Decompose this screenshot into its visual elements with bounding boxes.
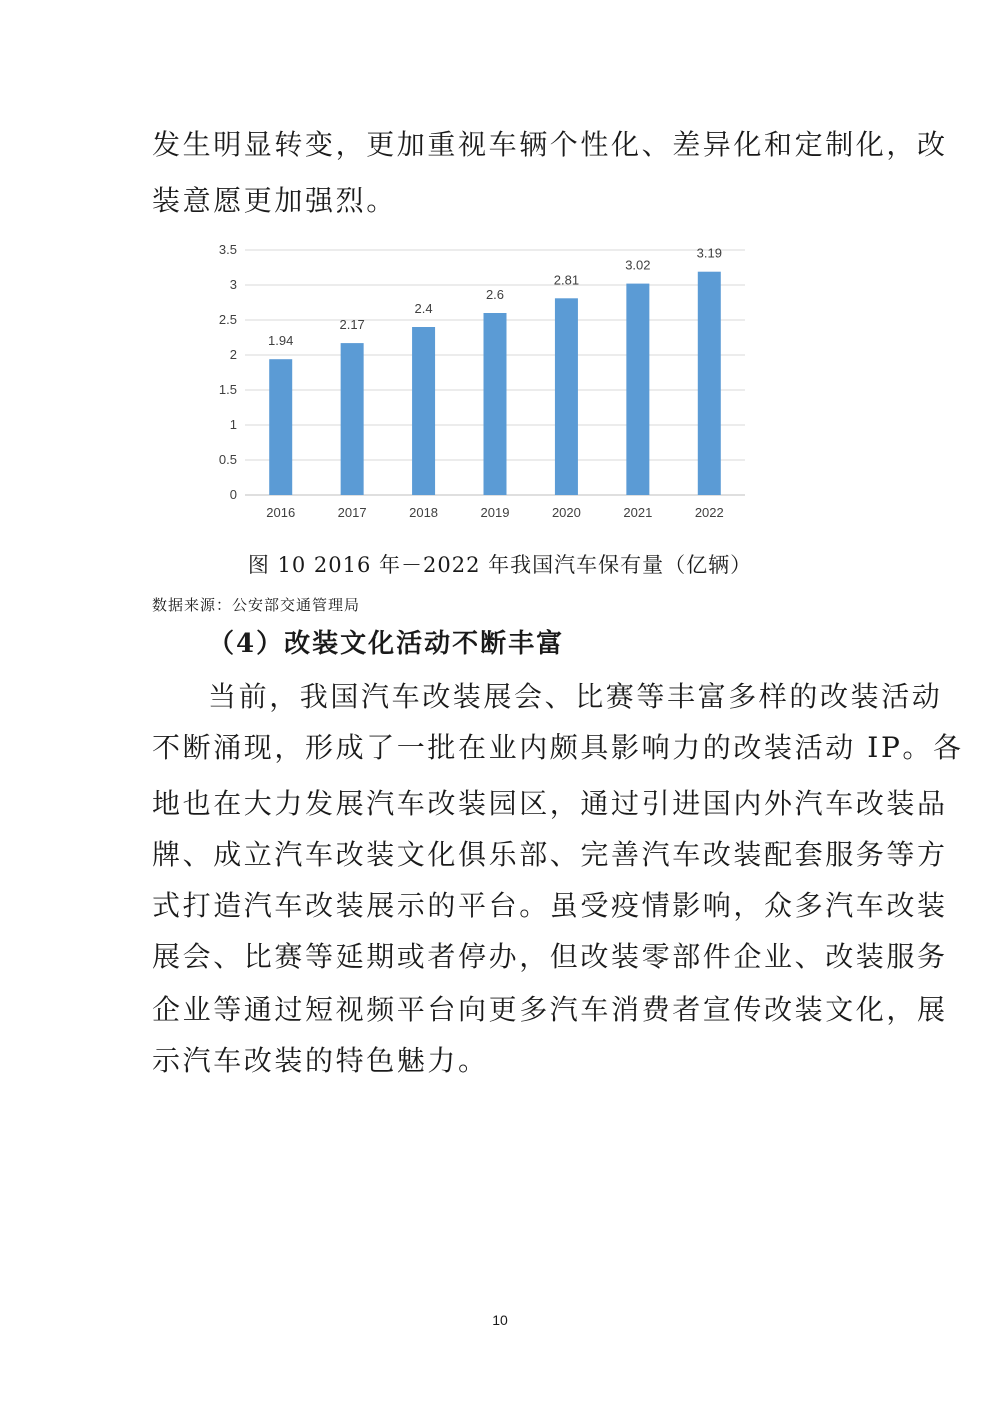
section-heading: （4）改装文化活动不断丰富: [208, 629, 565, 659]
bar: [555, 298, 578, 495]
text-line: 不断涌现，形成了一批在业内颇具影响力的改装活动 IP。各: [152, 731, 964, 764]
data-source: 数据来源：公安部交通管理局: [152, 596, 361, 614]
bar: [412, 327, 435, 495]
data-label: 3.02: [625, 257, 651, 273]
x-tick-label: 2016: [266, 505, 296, 520]
bar-chart: [205, 238, 765, 528]
x-tick-label: 2020: [551, 505, 581, 520]
data-label: 1.94: [268, 333, 294, 349]
data-label: 2.6: [485, 287, 505, 302]
page-number: 10: [492, 1312, 508, 1328]
bar: [341, 343, 364, 495]
text-line: 当前，我国汽车改装展会、比赛等丰富多样的改装活动: [208, 680, 943, 713]
data-label: 2.17: [339, 317, 365, 333]
text-line: 发生明显转变，更加重视车辆个性化、差异化和定制化，改: [152, 128, 948, 161]
data-label: 2.4: [414, 301, 433, 316]
y-tick-label: 2.5: [218, 312, 237, 327]
text-line: 装意愿更加强烈。: [152, 184, 397, 217]
text-line: 展会、比赛等延期或者停办，但改装零部件企业、改装服务: [152, 940, 948, 973]
text-line: 式打造汽车改装展示的平台。虽受疫情影响，众多汽车改装: [152, 889, 948, 922]
y-tick-label: 1.5: [218, 382, 237, 397]
data-label: 2.81: [553, 272, 580, 288]
x-tick-label: 2019: [480, 505, 510, 520]
bar: [484, 313, 507, 495]
text-line: 牌、成立汽车改装文化俱乐部、完善汽车改装配套服务等方: [152, 838, 948, 871]
x-tick-label: 2021: [623, 505, 653, 520]
y-tick-label: 3: [229, 277, 237, 292]
y-tick-label: 1: [229, 417, 237, 432]
bar: [698, 272, 721, 495]
y-tick-label: 0: [229, 487, 237, 502]
bar: [626, 284, 649, 495]
x-tick-label: 2017: [337, 505, 367, 520]
data-label: 3.19: [696, 245, 722, 261]
y-tick-label: 2: [229, 347, 237, 362]
y-tick-label: 3.5: [218, 242, 237, 257]
text-line: 示汽车改装的特色魅力。: [152, 1044, 489, 1077]
bar: [269, 359, 292, 495]
x-tick-label: 2022: [694, 505, 724, 520]
figure-caption: 图 10 2016 年－2022 年我国汽车保有量（亿辆）: [247, 553, 753, 577]
text-line: 企业等通过短视频平台向更多汽车消费者宣传改装文化，展: [152, 993, 948, 1026]
text-line: 地也在大力发展汽车改装园区，通过引进国内外汽车改装品: [152, 787, 948, 820]
x-tick-label: 2018: [409, 505, 439, 520]
y-tick-label: 0.5: [218, 452, 237, 467]
